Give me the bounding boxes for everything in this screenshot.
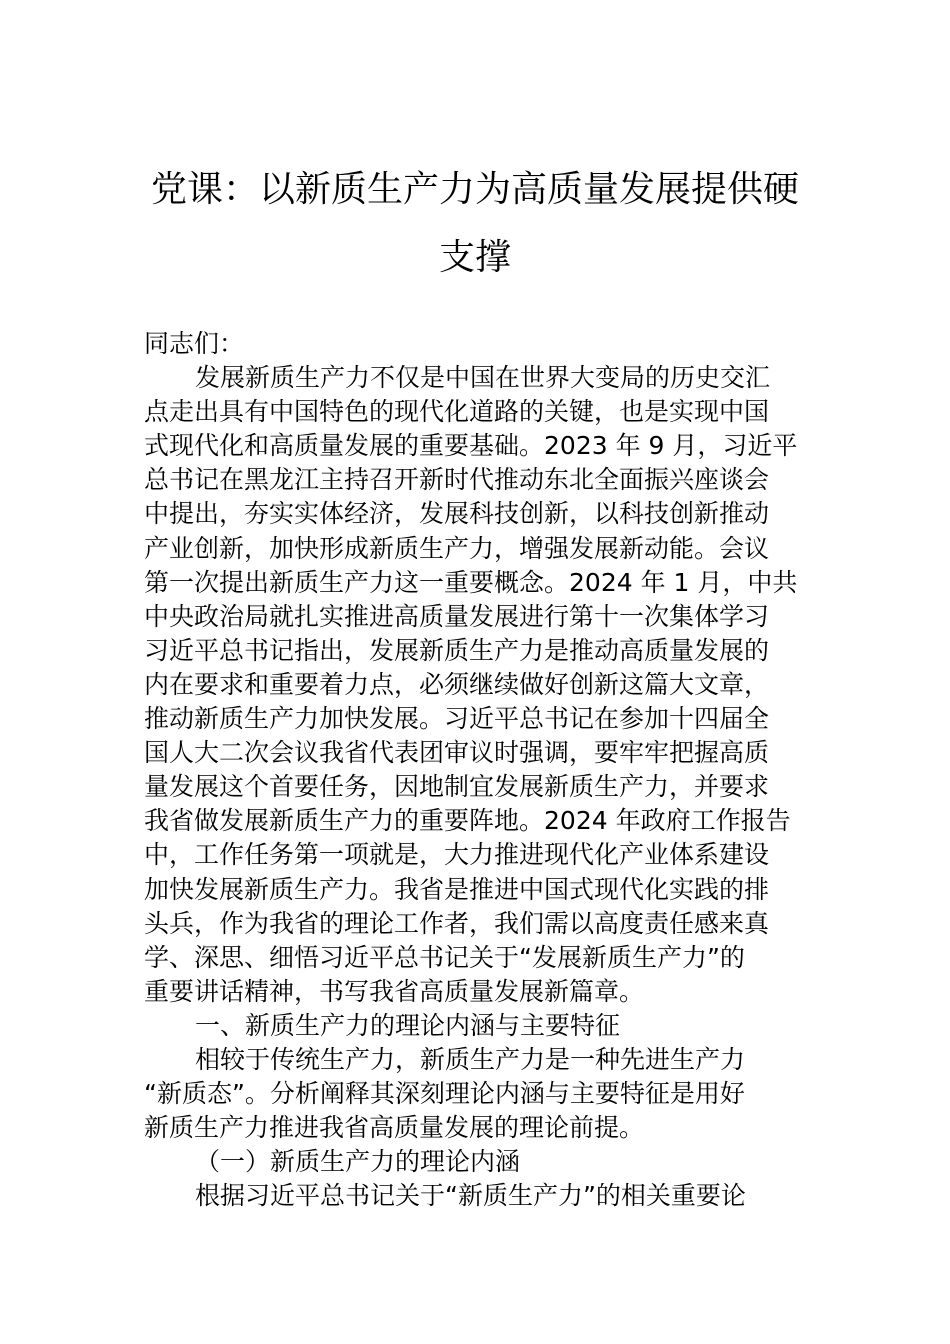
body-line: 加快发展新质生产力。我省是推进中国式现代化实践的排	[144, 874, 770, 904]
body-line: 学、深思、细悟习近平总书记关于“发展新质生产力”的	[144, 942, 745, 972]
body-line: 同志们：	[144, 329, 245, 358]
body-line: 产业创新，加快形成新质生产力，增强发展新动能。会议	[144, 533, 770, 563]
body-line: 总书记在黑龙江主持召开新时代推动东北全面振兴座谈会	[144, 465, 770, 495]
document-title-line-1: 党课：以新质生产力为高质量发展提供硬	[150, 169, 799, 210]
body-line: 中央政治局就扎实推进高质量发展进行第十一次集体学习	[144, 601, 770, 631]
body-line: 点走出具有中国特色的现代化道路的关键，也是实现中国	[144, 397, 770, 427]
body-line: 一、新质生产力的理论内涵与主要特征	[195, 1010, 621, 1040]
body-line: 习近平总书记指出，发展新质生产力是推动高质量发展的	[144, 635, 770, 665]
document-title-line-2: 支撑	[438, 237, 511, 278]
body-line: 重要讲话精神，书写我省高质量发展新篇章。	[144, 976, 645, 1006]
body-line: “新质态”。分析阐释其深刻理论内涵与主要特征是用好	[144, 1079, 745, 1109]
body-line: 第一次提出新质生产力这一重要概念。2024 年 1 月，中共	[144, 567, 798, 597]
body-line: 推动新质生产力加快发展。习近平总书记在参加十四届全	[144, 704, 770, 734]
body-line: 中，工作任务第一项就是，大力推进现代化产业体系建设	[144, 840, 770, 870]
body-line: 式现代化和高质量发展的重要基础。2023 年 9 月，习近平	[144, 431, 798, 461]
document-body	[144, 327, 808, 1213]
body-line: 新质生产力推进我省高质量发展的理论前提。	[144, 1113, 645, 1143]
body-line: 头兵，作为我省的理论工作者，我们需以高度责任感来真	[144, 908, 770, 938]
body-line: 发展新质生产力不仅是中国在世界大变局的历史交汇	[195, 363, 771, 393]
body-line: 量发展这个首要任务，因地制宜发展新质生产力，并要求	[144, 772, 770, 802]
body-line: （一）新质生产力的理论内涵	[195, 1147, 521, 1177]
body-line: 根据习近平总书记关于“新质生产力”的相关重要论	[195, 1181, 746, 1211]
body-line: 国人大二次会议我省代表团审议时强调，要牢牢把握高质	[144, 738, 770, 768]
body-line: 中提出，夯实实体经济，发展科技创新，以科技创新推动	[144, 499, 770, 529]
body-line: 内在要求和重要着力点，必须继续做好创新这篇大文章，	[144, 669, 770, 699]
body-line: 相较于传统生产力，新质生产力是一种先进生产力	[195, 1044, 746, 1074]
body-line: 我省做发展新质生产力的重要阵地。2024 年政府工作报告	[144, 806, 791, 836]
